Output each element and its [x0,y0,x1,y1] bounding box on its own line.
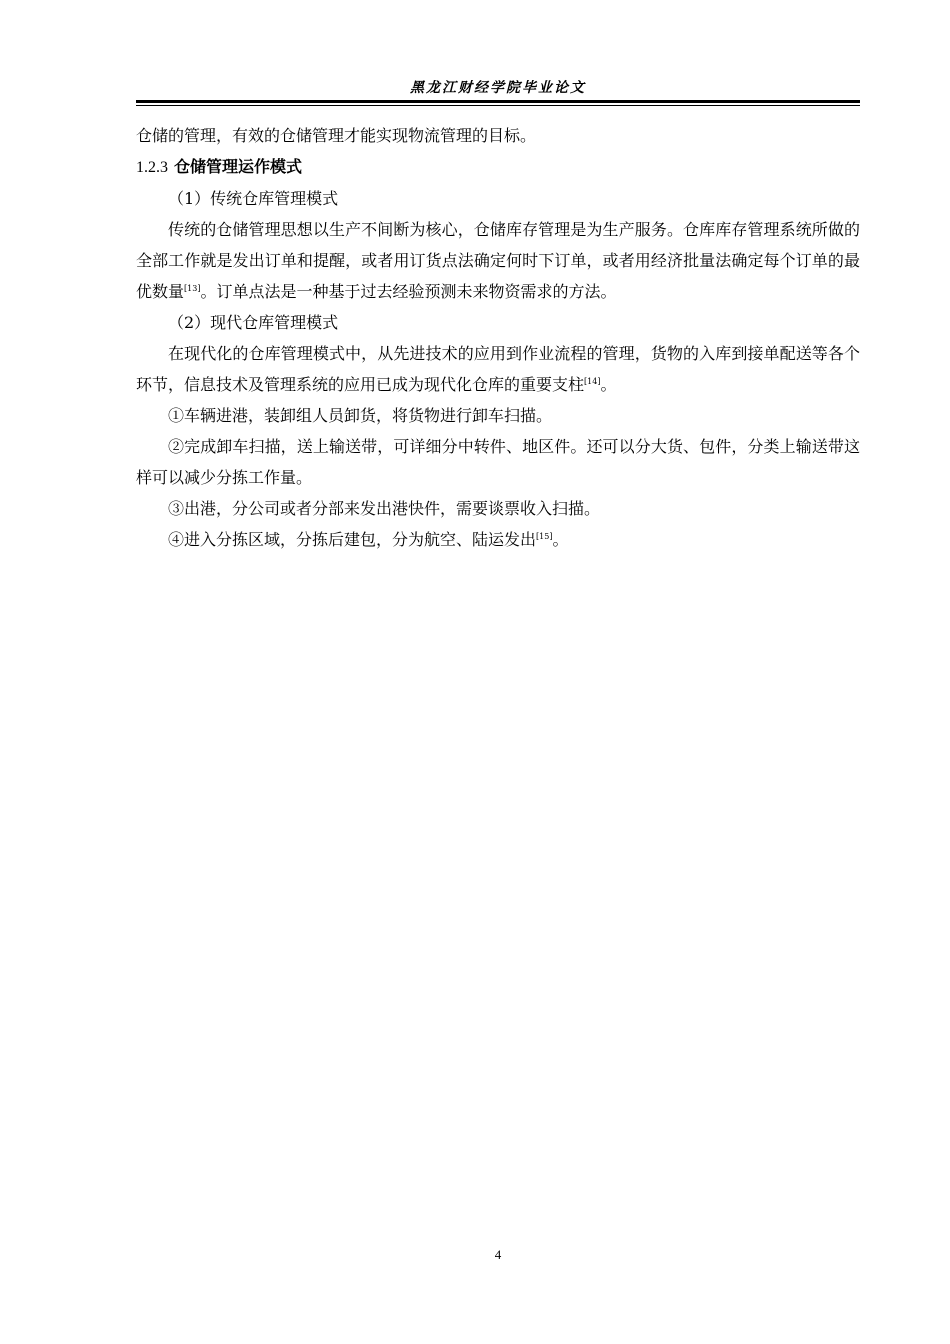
body-text [136,120,860,555]
step-item-4 [136,524,860,555]
page-header-title: 黑龙江财经学院毕业论文 [410,80,586,96]
step-item-4-text-b: 。 [552,530,569,549]
paragraph-modern-text-b: 。 [600,375,617,394]
page-number: 4 [494,1247,502,1262]
paragraph-continuation: 仓储的管理，有效的仓储管理才能实现物流管理的目标。 [136,126,537,145]
citation-13: [13] [184,284,201,293]
header-rule-thin [136,105,860,106]
citation-14: [14] [584,377,601,386]
header-rule-thick [136,100,860,103]
step-item-2: ②完成卸车扫描，送上输送带，可详细分中转件、地区件。还可以分大货、包件，分类上输送带这样可以减少分拣工作量。 [136,437,860,487]
section-number: 1.2.3 [136,159,168,176]
paragraph-modern [136,338,860,400]
step-item-4-text-a: ④进入分拣区域，分拣后建包，分为航空、陆运发出 [168,530,537,549]
step-item-3: ③出港，分公司或者分部来发出港快件，需要谈票收入扫描。 [168,499,601,518]
step-item-1: ①车辆进港，装卸组人员卸货，将货物进行卸车扫描。 [168,406,553,425]
section-title: 仓储管理运作模式 [174,157,303,176]
paragraph-traditional [136,214,860,307]
section-heading [136,151,860,183]
paragraph-modern-text-a: 在现代化的仓库管理模式中，从先进技术的应用到作业流程的管理，货物的入库到接单配送等各个环节，信息技术及管理系统的应用已成为现代化仓库的重要支柱 [136,344,860,394]
subheading-modern: （2）现代仓库管理模式 [168,313,339,332]
subheading-traditional: （1）传统仓库管理模式 [168,189,339,208]
paragraph-traditional-text-a: 传统的仓储管理思想以生产不间断为核心，仓储库存管理是为生产服务。仓库库存管理系统所做的全部工作就是发出订单和提醒，或者用订货点法确定何时下订单，或者用经济批量法确定每个订单的最优数量 [136,220,860,301]
paragraph-traditional-text-b: 。订单点法是一种基于过去经验预测未来物资需求的方法。 [200,282,617,301]
citation-15: [15] [536,532,553,541]
